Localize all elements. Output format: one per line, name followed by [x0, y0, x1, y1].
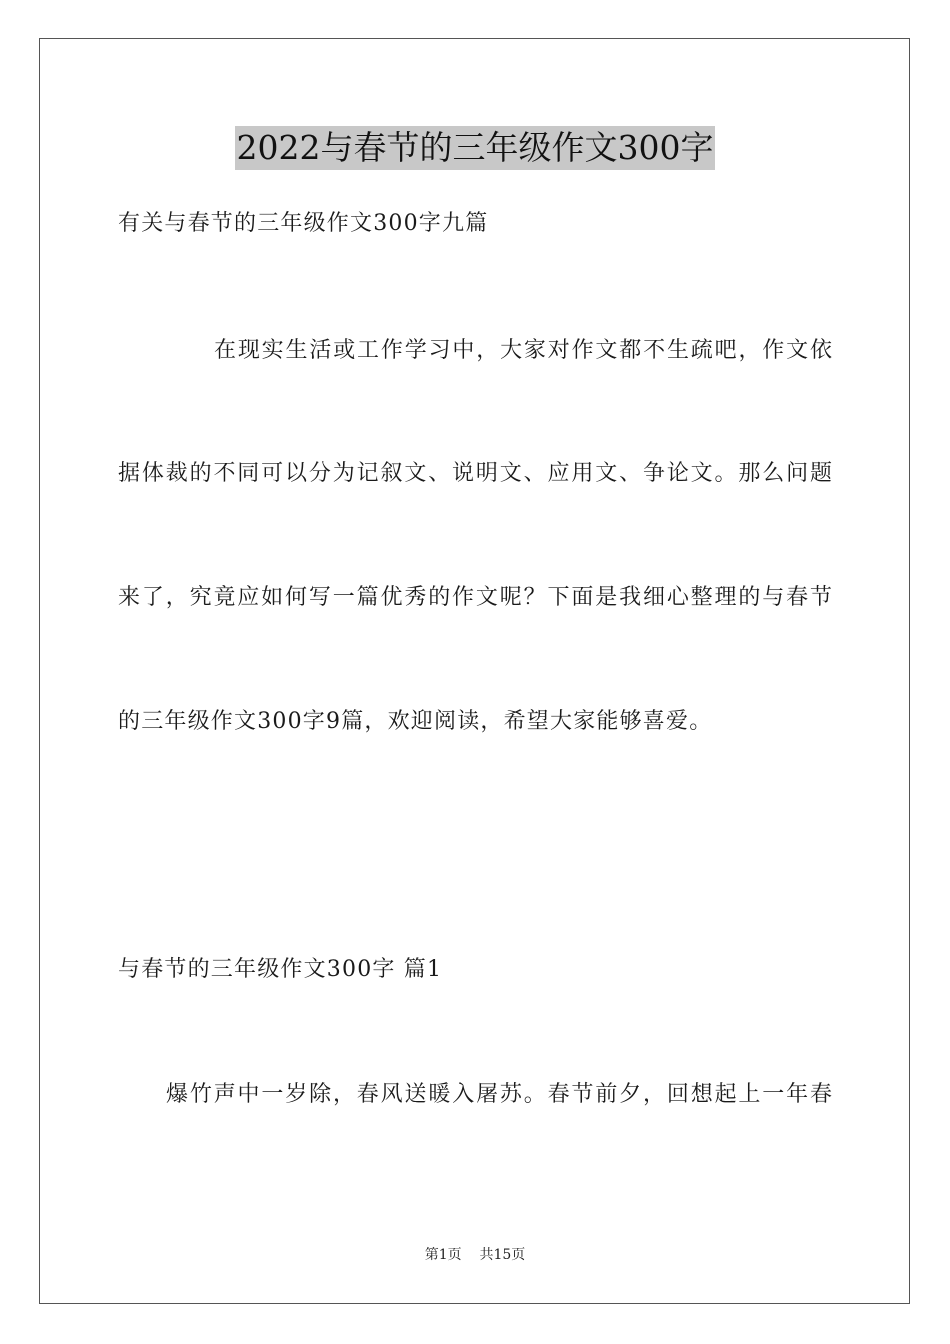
intro-line-2: 据体裁的不同可以分为记叙文、说明文、应用文、争论文。那么问题 [118, 461, 832, 486]
page-footer [0, 1246, 950, 1264]
document-subtitle: 有关与春节的三年级作文300字九篇 [118, 211, 489, 236]
section-line-1: 爆竹声中一岁除，春风送暖入屠苏。春节前夕，回想起上一年春 [166, 1082, 832, 1107]
intro-line-4: 的三年级作文300字9篇，欢迎阅读，希望大家能够喜爱。 [118, 709, 713, 734]
page-number: 第1页 [424, 1247, 462, 1263]
section-heading: 与春节的三年级作文300字 篇1 [118, 957, 443, 982]
document-title: 2022与春节的三年级作文300字 [235, 126, 716, 170]
title-container [0, 126, 950, 170]
intro-line-3: 来了，究竟应如何写一篇优秀的作文呢？下面是我细心整理的与春节 [118, 585, 832, 610]
intro-line-1: 在现实生活或工作学习中，大家对作文都不生疏吧，作文依 [214, 338, 832, 363]
page-total: 共15页 [479, 1247, 526, 1263]
